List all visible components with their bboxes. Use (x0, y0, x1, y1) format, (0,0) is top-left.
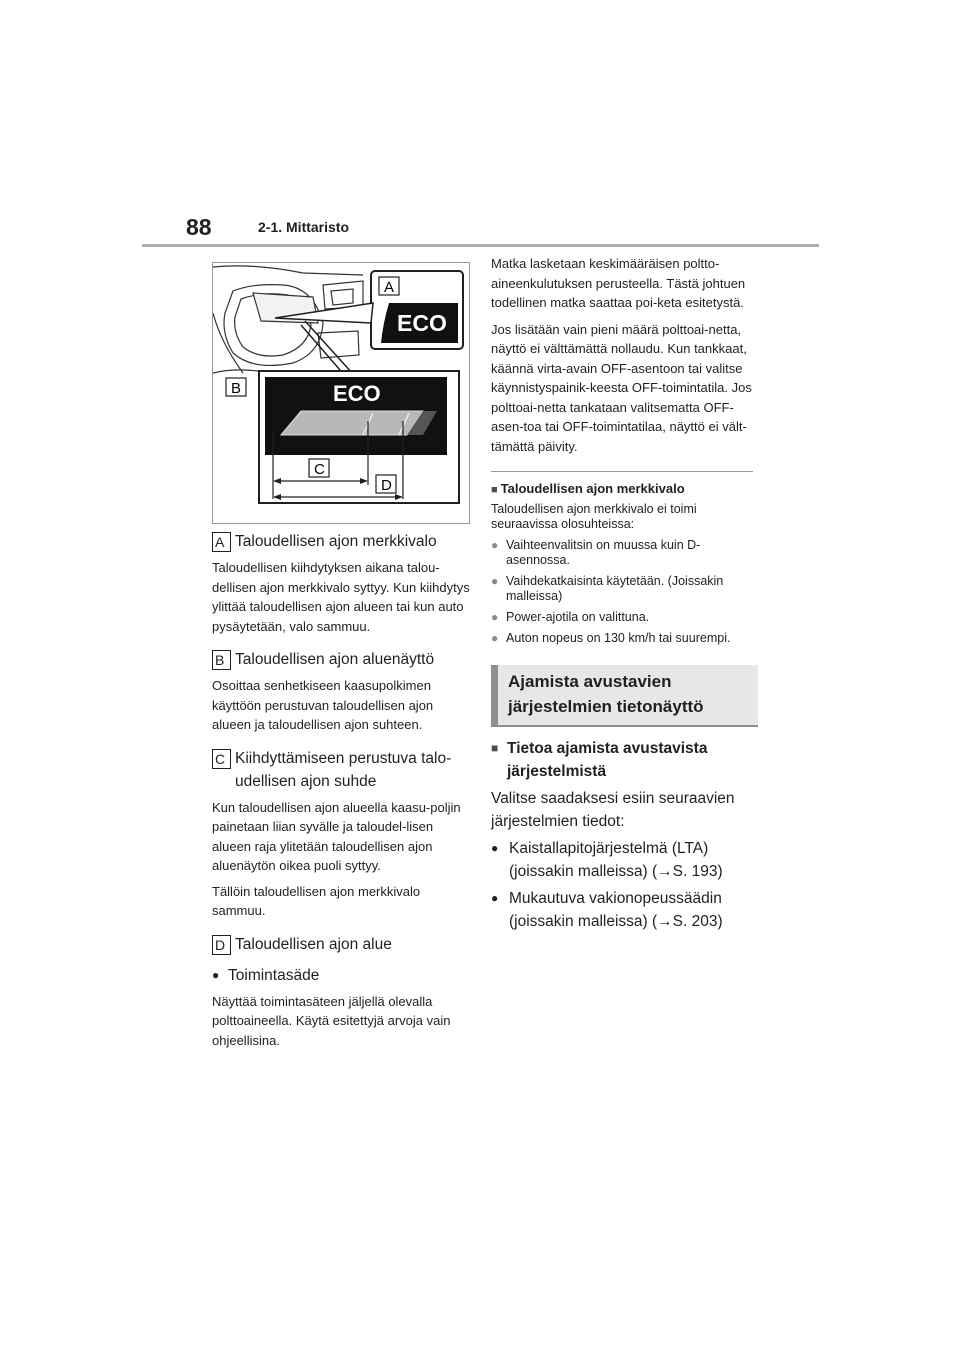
section-title: 2-1. Mittaristo (258, 219, 350, 235)
eco-indicator-subheading (491, 480, 753, 499)
system-item-acc (491, 887, 753, 933)
item-d-title: Taloudellisen ajon alue (235, 935, 392, 953)
condition-item: ● Vaihdekatkaisinta käytetään. (Joissakin malleissa) (491, 574, 753, 604)
item-a-title: Taloudellisen ajon merkkivalo (235, 533, 437, 550)
banner-line2: järjestelmien tietonäyttö (508, 697, 704, 716)
system-item-line2: (joissakin malleissa) (→S. 203) (509, 913, 723, 930)
header-rule (142, 244, 819, 247)
item-b-heading (212, 648, 474, 671)
system-item-lta (491, 837, 753, 883)
left-column (212, 530, 474, 1050)
letter-box-c: C (212, 749, 231, 769)
section-divider (491, 471, 753, 472)
condition-item: ● Power-ajotila on valittuna. (491, 610, 753, 625)
letter-box-d: D (212, 935, 231, 955)
letter-box-b: B (212, 650, 231, 670)
eco-indicator-small: ECO (397, 310, 447, 336)
item-c-text-1: Kun taloudellisen ajon alueella kaasu-poljin painetaan liian syvälle ja taloudel-lisen alueen raja ylitetään taloudellisen ajon aluenäytön oikea puoli syttyy. (212, 799, 461, 873)
item-b-text: Osoittaa senhetkiseen kaasupolkimen käyttöön perustuvan taloudellisen ajon alueen ja taloudellisen ajon suhteen. (212, 678, 434, 732)
range-paragraph-2: Jos lisätään vain pieni määrä polttoai-netta, näyttö ei välttämättä nollaudu. Kun tankkaat, käännä virta-avain OFF-asentoon tai valitse käynnistyspainik-keesta OFF-toimintatila. Jos polttoai-netta tankataan valitsematta OFF-asen-toa tai OFF-toimintatilaa, näyttö ei vält-tämättä päivity. (491, 321, 752, 454)
item-a-heading (212, 530, 474, 553)
item-c-title-line1: Kiihdyttämiseen perustuva talo- (235, 749, 452, 767)
callout-d-label: D (381, 477, 392, 494)
assist-info-heading (491, 737, 753, 783)
system-item-line2: (joissakin malleissa) (→S. 193) (509, 863, 723, 880)
item-c-heading (212, 747, 474, 793)
assist-info-text (491, 787, 753, 833)
eco-zone-bar (281, 411, 423, 435)
item-d-heading (212, 933, 474, 956)
eco-indicator-subtext: Taloudellisen ajon merkkivalo ei toimi seuraavissa olosuhteissa: (491, 502, 697, 531)
item-c-title-line2: udellisen ajon suhde (235, 772, 377, 790)
square-marker: ■ (491, 484, 498, 496)
system-item-line1: ● Mukautuva vakionopeussäädin (509, 890, 722, 907)
page-number: 88 (186, 214, 212, 240)
assist-info-text-line2: järjestelmien tiedot: (491, 813, 625, 830)
item-b-title: Taloudellisen ajon aluenäyttö (235, 651, 435, 668)
callout-b-label: B (231, 380, 242, 397)
assist-info-heading-line2: järjestelmistä (507, 763, 607, 780)
range-paragraph-1: Matka lasketaan keskimääräisen poltto-aineenkulutuksen perusteella. Tästä johtuen todellinen matka saattaa poi-keta esitetystä. (491, 256, 746, 310)
eco-indicator-large: ECO (333, 381, 381, 406)
letter-box-a: A (212, 532, 231, 552)
section-banner (491, 665, 758, 727)
callout-a-label: A (384, 279, 395, 296)
system-item-line1: ● Kaistallapitojärjestelmä (LTA) (509, 840, 709, 857)
banner-line1: Ajamista avustavien (508, 672, 672, 691)
range-bullet-text: Näyttää toimintasäteen jäljellä olevalla polttoaineella. Käytä esitettyjä arvoja vain ohjeellisina. (212, 993, 451, 1048)
square-marker: ■ (491, 741, 499, 755)
callout-c-label: C (314, 461, 325, 478)
item-a-text: Taloudellisen kiihdytyksen aikana talou-dellisen ajon merkkivalo syttyy. Kun kiihdytys ylittää taloudellisen ajon alueen tai kun auto pysäytetään, valo sammuu. (212, 560, 470, 634)
dashboard-drawing (213, 263, 469, 523)
condition-item: ● Vaihteenvalitsin on muussa kuin D-asennossa. (491, 538, 753, 568)
range-bullet-heading: ● Toimintasäde (212, 964, 474, 987)
item-c-text-2: Tällöin taloudellisen ajon merkkivalo sammuu. (212, 883, 421, 918)
condition-item: ● Auton nopeus on 130 km/h tai suurempi. (491, 631, 753, 646)
right-column (491, 254, 753, 933)
eco-indicator-subheading-text: Taloudellisen ajon merkkivalo (500, 481, 685, 496)
eco-indicator-illustration (212, 262, 470, 524)
item-c-title (235, 747, 451, 793)
assist-info-heading-line1: Tietoa ajamista avustavista (507, 740, 708, 757)
assist-info-text-line1: Valitse saadaksesi esiin seuraavien (491, 790, 735, 807)
